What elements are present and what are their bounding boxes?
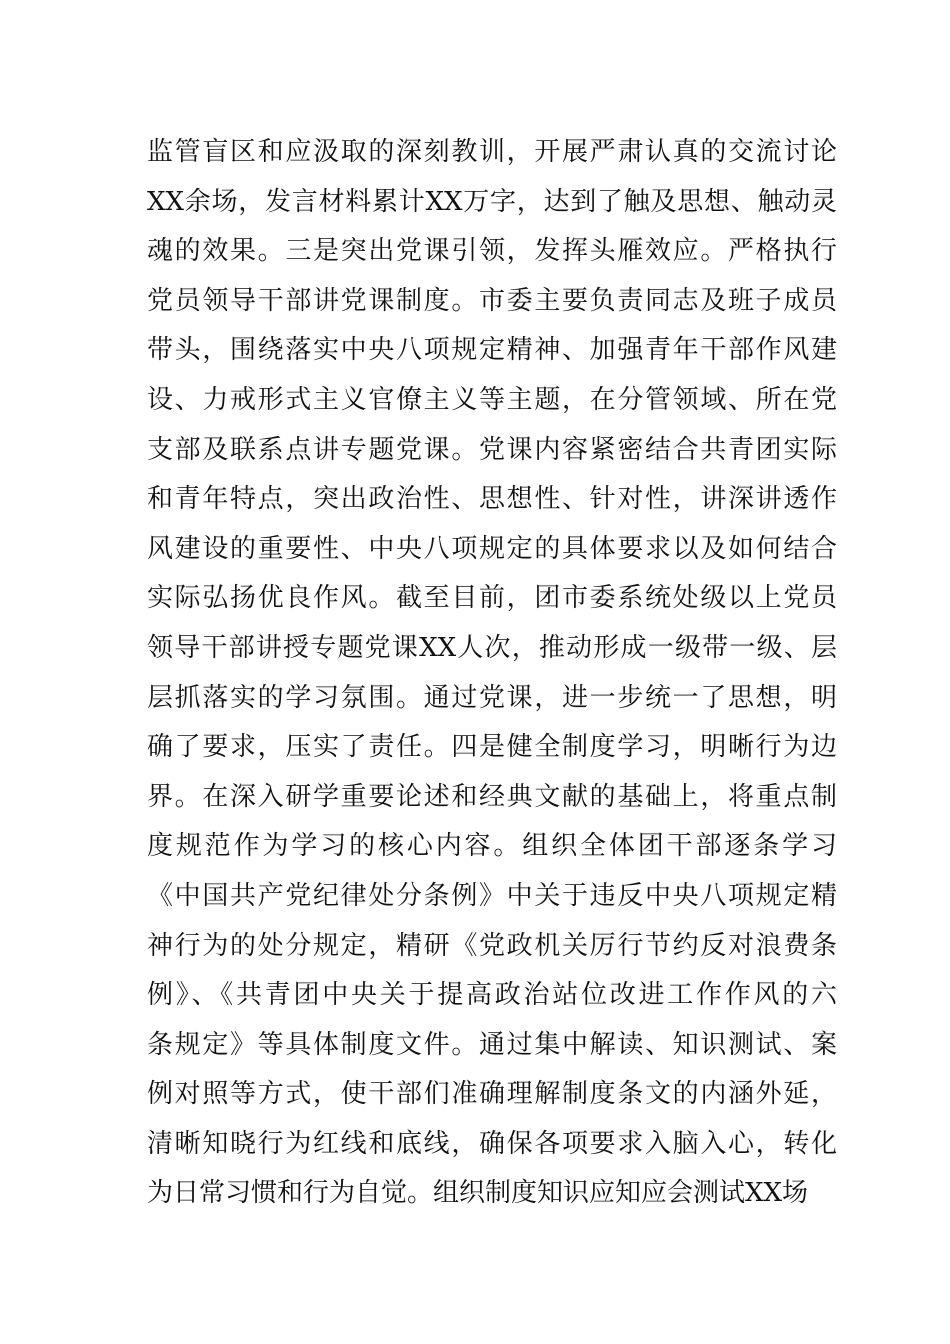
text-line: 支部及联系点讲专题党课。党课内容紧密结合共青团实际 <box>147 434 837 465</box>
text-line: 界。在深入研学重要论述和经典文献的基础上，将重点制 <box>147 781 837 812</box>
text-line: 魂的效果。三是突出党课引领，发挥头雁效应。严格执行 <box>147 236 837 267</box>
text-line: 度规范作为学习的核心内容。组织全体团干部逐条学习 <box>147 831 837 862</box>
text-line: 和青年特点，突出政治性、思想性、针对性，讲深讲透作 <box>147 484 837 515</box>
text-line: 条规定》等具体制度文件。通过集中解读、知识测试、案 <box>147 1029 837 1060</box>
text-line: 实际弘扬优良作风。截至目前，团市委系统处级以上党员 <box>147 583 837 614</box>
text-line: 带头，围绕落实中央八项规定精神、加强青年干部作风建 <box>147 335 837 366</box>
document-body <box>147 128 837 1219</box>
text-line: 为日常习惯和行为自觉。组织制度知识应知应会测试XX场 <box>147 1178 809 1209</box>
text-line: 党员领导干部讲党课制度。市委主要负责同志及班子成员 <box>147 285 837 316</box>
text-line: 层抓落实的学习氛围。通过党课，进一步统一了思想，明 <box>147 682 837 713</box>
text-line: 例对照等方式，使干部们准确理解制度条文的内涵外延， <box>147 1079 837 1110</box>
text-line: XX余场，发言材料累计XX万字，达到了触及思想、触动灵 <box>147 186 837 217</box>
text-line: 设、力戒形式主义官僚主义等主题，在分管领域、所在党 <box>147 384 837 415</box>
text-line: 风建设的重要性、中央八项规定的具体要求以及如何结合 <box>147 533 837 564</box>
text-line: 确了要求，压实了责任。四是健全制度学习，明晰行为边 <box>147 732 837 763</box>
text-line: 例》、《共青团中央关于提高政治站位改进工作作风的六 <box>147 980 837 1011</box>
text-line: 监管盲区和应汲取的深刻教训，开展严肃认真的交流讨论 <box>147 137 837 167</box>
text-line: 领导干部讲授专题党课XX人次，推动形成一级带一级、层 <box>147 632 837 663</box>
text-line: 《中国共产党纪律处分条例》中关于违反中央八项规定精 <box>147 880 837 911</box>
text-line: 清晰知晓行为红线和底线，确保各项要求入脑入心，转化 <box>147 1128 837 1159</box>
text-line: 神行为的处分规定，精研《党政机关厉行节约反对浪费条 <box>147 930 837 961</box>
